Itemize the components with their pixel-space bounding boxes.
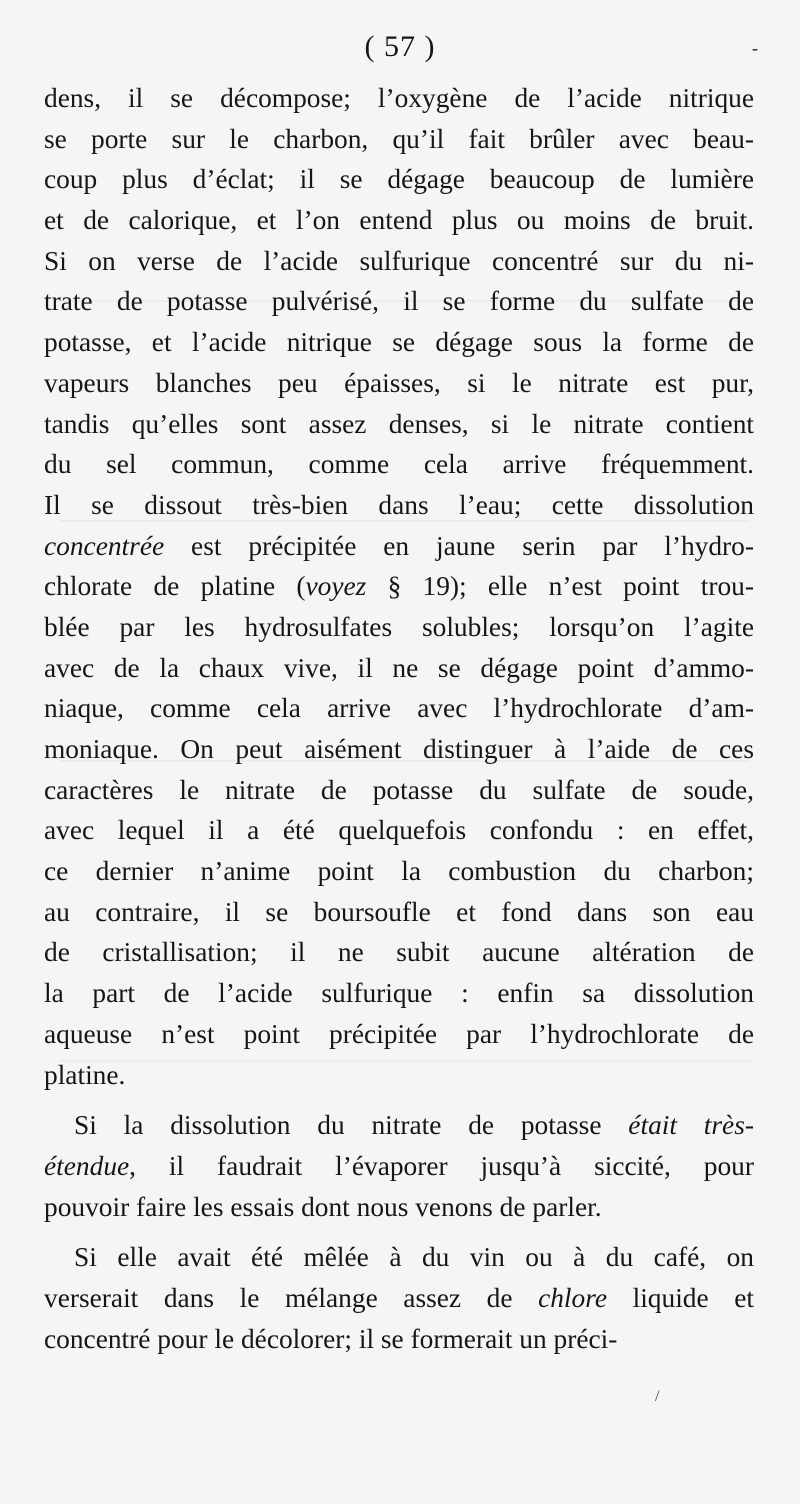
body-text: [44, 78, 754, 1359]
text-line: du sel commun, comme cela arrive fréquemment.: [44, 449, 754, 480]
text-line: coup plus d’éclat; il se dégage beaucoup de lumière: [44, 164, 754, 195]
paragraph-2: [44, 1105, 754, 1227]
text-line: Il se dissout très-bien dans l’eau; cette dissolution: [44, 489, 754, 520]
text-line: platine.: [44, 1059, 126, 1090]
text-line: et de calorique, et l’on entend plus ou moins de bruit.: [44, 205, 754, 236]
text-line: tandis qu’elles sont assez denses, si le nitrate contient: [44, 408, 754, 439]
text-line: [44, 1146, 754, 1187]
paragraph-1: [44, 78, 754, 1095]
text-line: de cristallisation; il ne subit aucune altération de: [44, 937, 754, 968]
text-line: potasse, et l’acide nitrique se dégage sous la forme de: [44, 327, 754, 358]
text-line: avec lequel il a été quelquefois confondu : en effet,: [44, 815, 754, 846]
text-line: se porte sur le charbon, qu’il fait brûler avec beau-: [44, 123, 754, 154]
text-line: au contraire, il se boursoufle et fond dans son eau: [44, 896, 754, 927]
text-segment: § 19); elle n’est point trou-: [366, 571, 754, 602]
text-line: avec de la chaux vive, il ne se dégage point d’ammo-: [44, 652, 754, 683]
text-line: ce dernier n’anime point la combustion du charbon;: [44, 856, 754, 887]
text-segment: verserait dans le mélange assez de: [44, 1282, 539, 1313]
text-line: pouvoir faire les essais dont nous venons de parler.: [44, 1191, 602, 1222]
italic-segment: était très-: [628, 1110, 754, 1141]
text-line: [44, 1278, 754, 1319]
page-number: ( 57 ): [364, 30, 436, 63]
text-line: moniaque. On peut aisément distinguer à l’aide de ces: [44, 734, 754, 764]
text-segment: chlorate de platine (: [44, 571, 306, 602]
text-line: caractères le nitrate de potasse du sulfate de soude,: [44, 774, 754, 805]
text-line: blée par les hydrosulfates solubles; lorsqu’on l’agite: [44, 611, 754, 642]
text-line: [44, 1105, 754, 1146]
text-segment: liquide et: [607, 1282, 754, 1313]
text-line: concentré pour le décolorer; il se formerait un préci-: [44, 1323, 618, 1354]
text-line: Si elle avait été mêlée à du vin ou à du café, on: [74, 1242, 754, 1273]
paragraph-3: [44, 1237, 754, 1359]
text-segment: Si la dissolution du nitrate de potasse: [74, 1110, 629, 1141]
text-segment: est précipitée en jaune serin par l’hydro-: [164, 530, 754, 561]
text-line: trate de potasse pulvérisé, il se forme du sulfate de: [44, 286, 754, 317]
text-line: la part de l’acide sulfurique : enfin sa dissolution: [44, 978, 754, 1009]
italic-segment: chlore: [538, 1282, 608, 1313]
bottom-mark: /: [655, 1388, 660, 1405]
text-line: Si on verse de l’acide sulfurique concentré sur du ni-: [44, 245, 754, 276]
italic-segment: voyez: [305, 571, 367, 602]
text-line: niaque, comme cela arrive avec l’hydrochlorate d’am-: [44, 693, 754, 724]
italic-segment: étendue: [44, 1150, 130, 1181]
text-line: [44, 566, 754, 607]
text-line: aqueuse n’est point précipitée par l’hydrochlorate de: [44, 1018, 754, 1049]
text-line: [44, 526, 754, 567]
text-segment: , il faudrait l’évaporer jusqu’à siccité, pour: [129, 1150, 754, 1181]
corner-mark: -: [752, 38, 758, 58]
italic-segment: concentrée: [44, 530, 165, 561]
text-line: vapeurs blanches peu épaisses, si le nitrate est pur,: [44, 367, 754, 398]
text-line: dens, il se décompose; l’oxygène de l’acide nitrique: [44, 83, 754, 113]
